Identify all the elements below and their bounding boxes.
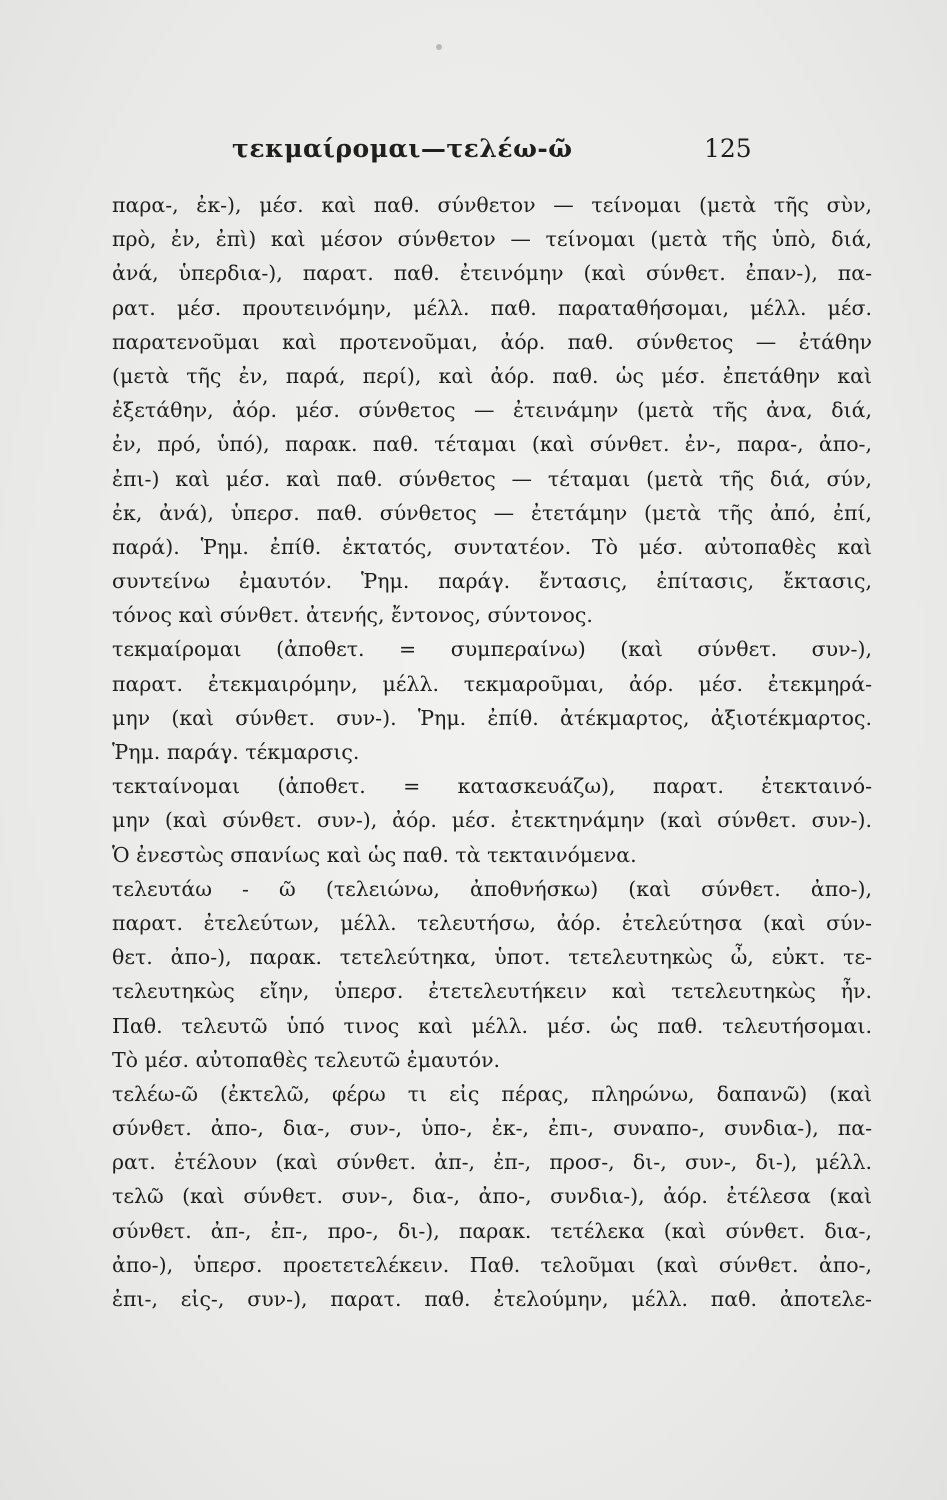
text-line: Τὸ μέσ. αὐτοπαθὲς τελευτῶ ἐμαυτόν. — [112, 1047, 501, 1072]
entry-line-teleo: τελέω-ῶ (ἐκτελῶ, φέρω τι εἰς πέρας, πληρώνω, δαπανῶ) (καὶ — [112, 1081, 872, 1106]
text-line: τελευτηκὼς εἴην, ὑπερσ. ἐτετελευτήκειν καὶ τετελευτηκὼς ἦν. — [112, 979, 872, 1004]
text-line: ἐν, πρό, ὑπό), παρακ. παθ. τέταμαι (καὶ σύνθετ. ἐν-, παρα-, ἀπο-, — [112, 432, 872, 457]
text-line: Παθ. τελευτῶ ὑπό τινος καὶ μέλλ. μέσ. ὡς παθ. τελευτήσομαι. — [112, 1013, 872, 1038]
text-line: ἐπι-) καὶ μέσ. καὶ παθ. σύνθετος — τέταμαι (μετὰ τῆς διά, σύν, — [112, 466, 872, 491]
text-line: Ὁ ἐνεστὼς σπανίως καὶ ὡς παθ. τὰ τεκταινόμενα. — [112, 842, 637, 867]
text-line: παρά). Ῥημ. ἐπίθ. ἐκτατός, συντατέον. Τὸ μέσ. αὐτοπαθὲς καὶ — [112, 534, 872, 559]
page-header — [0, 134, 947, 174]
text-line: ἐξετάθην, ἀόρ. μέσ. σύνθετος — ἐτεινάμην (μετὰ τῆς ἀνα, διά, — [112, 398, 872, 423]
text-line: ἀπο-), ὑπερσ. προετετελέκειν. Παθ. τελοῦμαι (καὶ σύνθετ. ἀπο-, — [112, 1252, 872, 1277]
running-head: τεκμαίρομαι—τελέω-ῶ — [232, 134, 573, 163]
text-line: (μετὰ τῆς ἐν, παρά, περί), καὶ ἀόρ. παθ. ὡς μέσ. ἐπετάθην καὶ — [112, 363, 872, 388]
text-line: τόνος καὶ σύνθετ. ἀτενής, ἔντονος, σύντονος. — [112, 603, 593, 628]
text-line: σύνθετ. ἀπο-, δια-, συν-, ὑπο-, ἐκ-, ἐπι-, συναπο-, συνδια-), πα- — [112, 1116, 872, 1141]
text-line: παρατ. ἐτελεύτων, μέλλ. τελευτήσω, ἀόρ. ἐτελεύτησα (καὶ σύν- — [112, 910, 872, 935]
text-line: πρὸ, ἐν, ἐπὶ) καὶ μέσον σύνθετον — τείνομαι (μετὰ τῆς ὑπὸ, διά, — [112, 227, 872, 252]
text-line: παρατενοῦμαι καὶ προτενοῦμαι, ἀόρ. παθ. σύνθετος — ἐτάθην — [112, 329, 872, 354]
text-line: ἐκ, ἀνά), ὑπερσ. παθ. σύνθετος — ἐτετάμην (μετὰ τῆς ἀπό, ἐπί, — [112, 500, 872, 525]
text-line: παρατ. ἐτεκμαιρόμην, μέλλ. τεκμαροῦμαι, ἀόρ. μέσ. ἐτεκμηρά- — [112, 671, 872, 696]
text-line: Ῥημ. παράγ. τέκμαρσις. — [112, 740, 360, 764]
entry-line-teleutao: τελευτάω - ῶ (τελειώνω, ἀποθνήσκω) (καὶ σύνθετ. ἀπο-), — [112, 876, 872, 901]
text-line: ρατ. μέσ. προυτεινόμην, μέλλ. παθ. παραταθήσομαι, μέλλ. μέσ. — [112, 295, 872, 320]
text-line: θετ. ἀπο-), παρακ. τετελεύτηκα, ὑποτ. τετελευτηκὼς ὦ, εὐκτ. τε- — [112, 945, 872, 970]
text-line: ἐπι-, εἰς-, συν-), παρατ. παθ. ἐτελούμην, μέλλ. παθ. ἀποτελε- — [112, 1287, 872, 1311]
text-line: ἀνά, ὑπερδια-), παρατ. παθ. ἐτεινόμην (καὶ σύνθετ. ἐπαν-), πα- — [112, 261, 872, 286]
text-line: ρατ. ἐτέλουν (καὶ σύνθετ. ἀπ-, ἐπ-, προσ-, δι-, συν-, δι-), μέλλ. — [112, 1150, 872, 1175]
entry-line-tekmairomai: τεκμαίρομαι (ἀποθετ. = συμπεραίνω) (καὶ σύνθετ. συν-), — [112, 637, 872, 662]
text-line: σύνθετ. ἀπ-, ἐπ-, προ-, δι-), παρακ. τετέλεκα (καὶ σύνθετ. δια-, — [112, 1218, 872, 1243]
text-line: μην (καὶ σύνθετ. συν-), ἀόρ. μέσ. ἐτεκτηνάμην (καὶ σύνθετ. συν-). — [112, 808, 872, 833]
dictionary-text — [112, 188, 872, 1316]
ink-spot — [436, 44, 442, 50]
text-line: μην (καὶ σύνθετ. συν-). Ῥημ. ἐπίθ. ἀτέκμαρτος, ἀξιοτέκμαρτος. — [112, 705, 872, 730]
page-number: 125 — [704, 134, 752, 163]
text-line: συντείνω ἐμαυτόν. Ῥημ. παράγ. ἔντασις, ἐπίτασις, ἔκτασις, — [112, 569, 872, 594]
text-line: τελῶ (καὶ σύνθετ. συν-, δια-, ἀπο-, συνδια-), ἀόρ. ἐτέλεσα (καὶ — [112, 1184, 872, 1209]
entry-line-tektainomai: τεκταίνομαι (ἀποθετ. = κατασκευάζω), παρατ. ἐτεκταινό- — [112, 774, 872, 799]
text-line: παρα-, ἐκ-), μέσ. καὶ παθ. σύνθετον — τείνομαι (μετὰ τῆς σὺν, — [112, 193, 872, 217]
